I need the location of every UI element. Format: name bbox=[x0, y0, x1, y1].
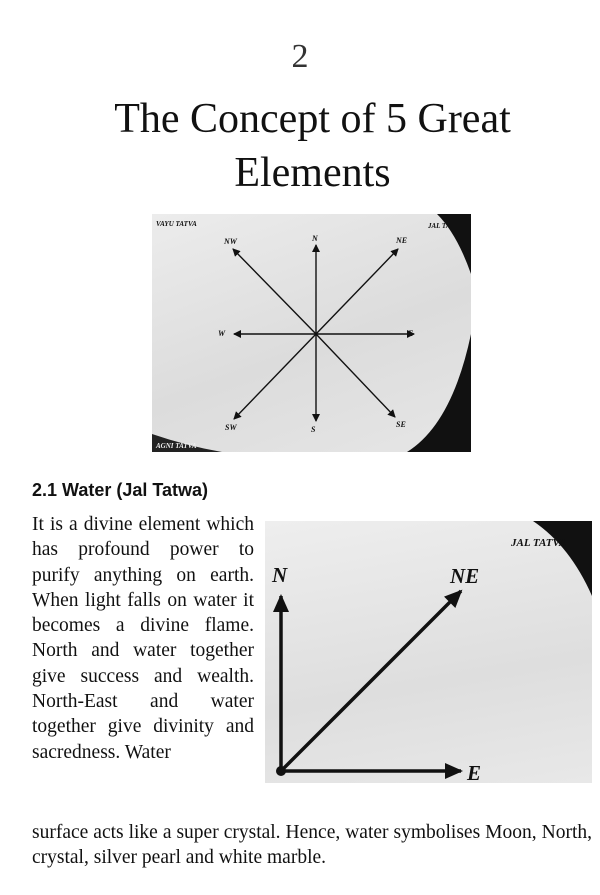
agni-tatva-label: AGNI TATVA bbox=[156, 442, 197, 450]
direction-w: W bbox=[218, 329, 226, 338]
chapter-number: 2 bbox=[291, 38, 309, 75]
section-body-full: surface acts like a super crystal. Hence, water symbolises Moon, North, crystal, silver pearl and white marble. bbox=[32, 822, 592, 869]
direction-nw: NW bbox=[224, 237, 237, 246]
direction-n-large: N bbox=[272, 563, 288, 587]
direction-se: SE bbox=[396, 420, 406, 429]
compass-arrows bbox=[152, 214, 471, 452]
direction-e-large: E bbox=[467, 761, 482, 783]
direction-e: E bbox=[408, 329, 414, 338]
vayu-tatva-label: VAYU TATVA bbox=[156, 220, 197, 228]
compass-figure bbox=[152, 214, 471, 452]
direction-ne-large: NE bbox=[450, 564, 480, 588]
direction-sw: SW bbox=[225, 423, 237, 432]
direction-ne: NE bbox=[396, 236, 408, 245]
section-heading: 2.1 Water (Jal Tatwa) bbox=[32, 480, 209, 500]
chapter-title: The Concept of 5 Great Elements bbox=[114, 96, 511, 196]
jal-tatva-corner-label: JAL TA bbox=[428, 222, 451, 230]
jal-tatva-label: JAL TATVA bbox=[511, 537, 567, 549]
section-body-wrapped: It is a divine element which has profound power to purify anything on earth. When light falls on water it becomes a divine flame. North and water together give success and wealth. North-East and water together give divinity and sacredness. Water bbox=[32, 514, 254, 763]
water-direction-figure bbox=[265, 521, 592, 783]
direction-s: S bbox=[311, 425, 316, 434]
water-direction-arrows bbox=[265, 521, 592, 783]
direction-n: N bbox=[312, 234, 318, 243]
